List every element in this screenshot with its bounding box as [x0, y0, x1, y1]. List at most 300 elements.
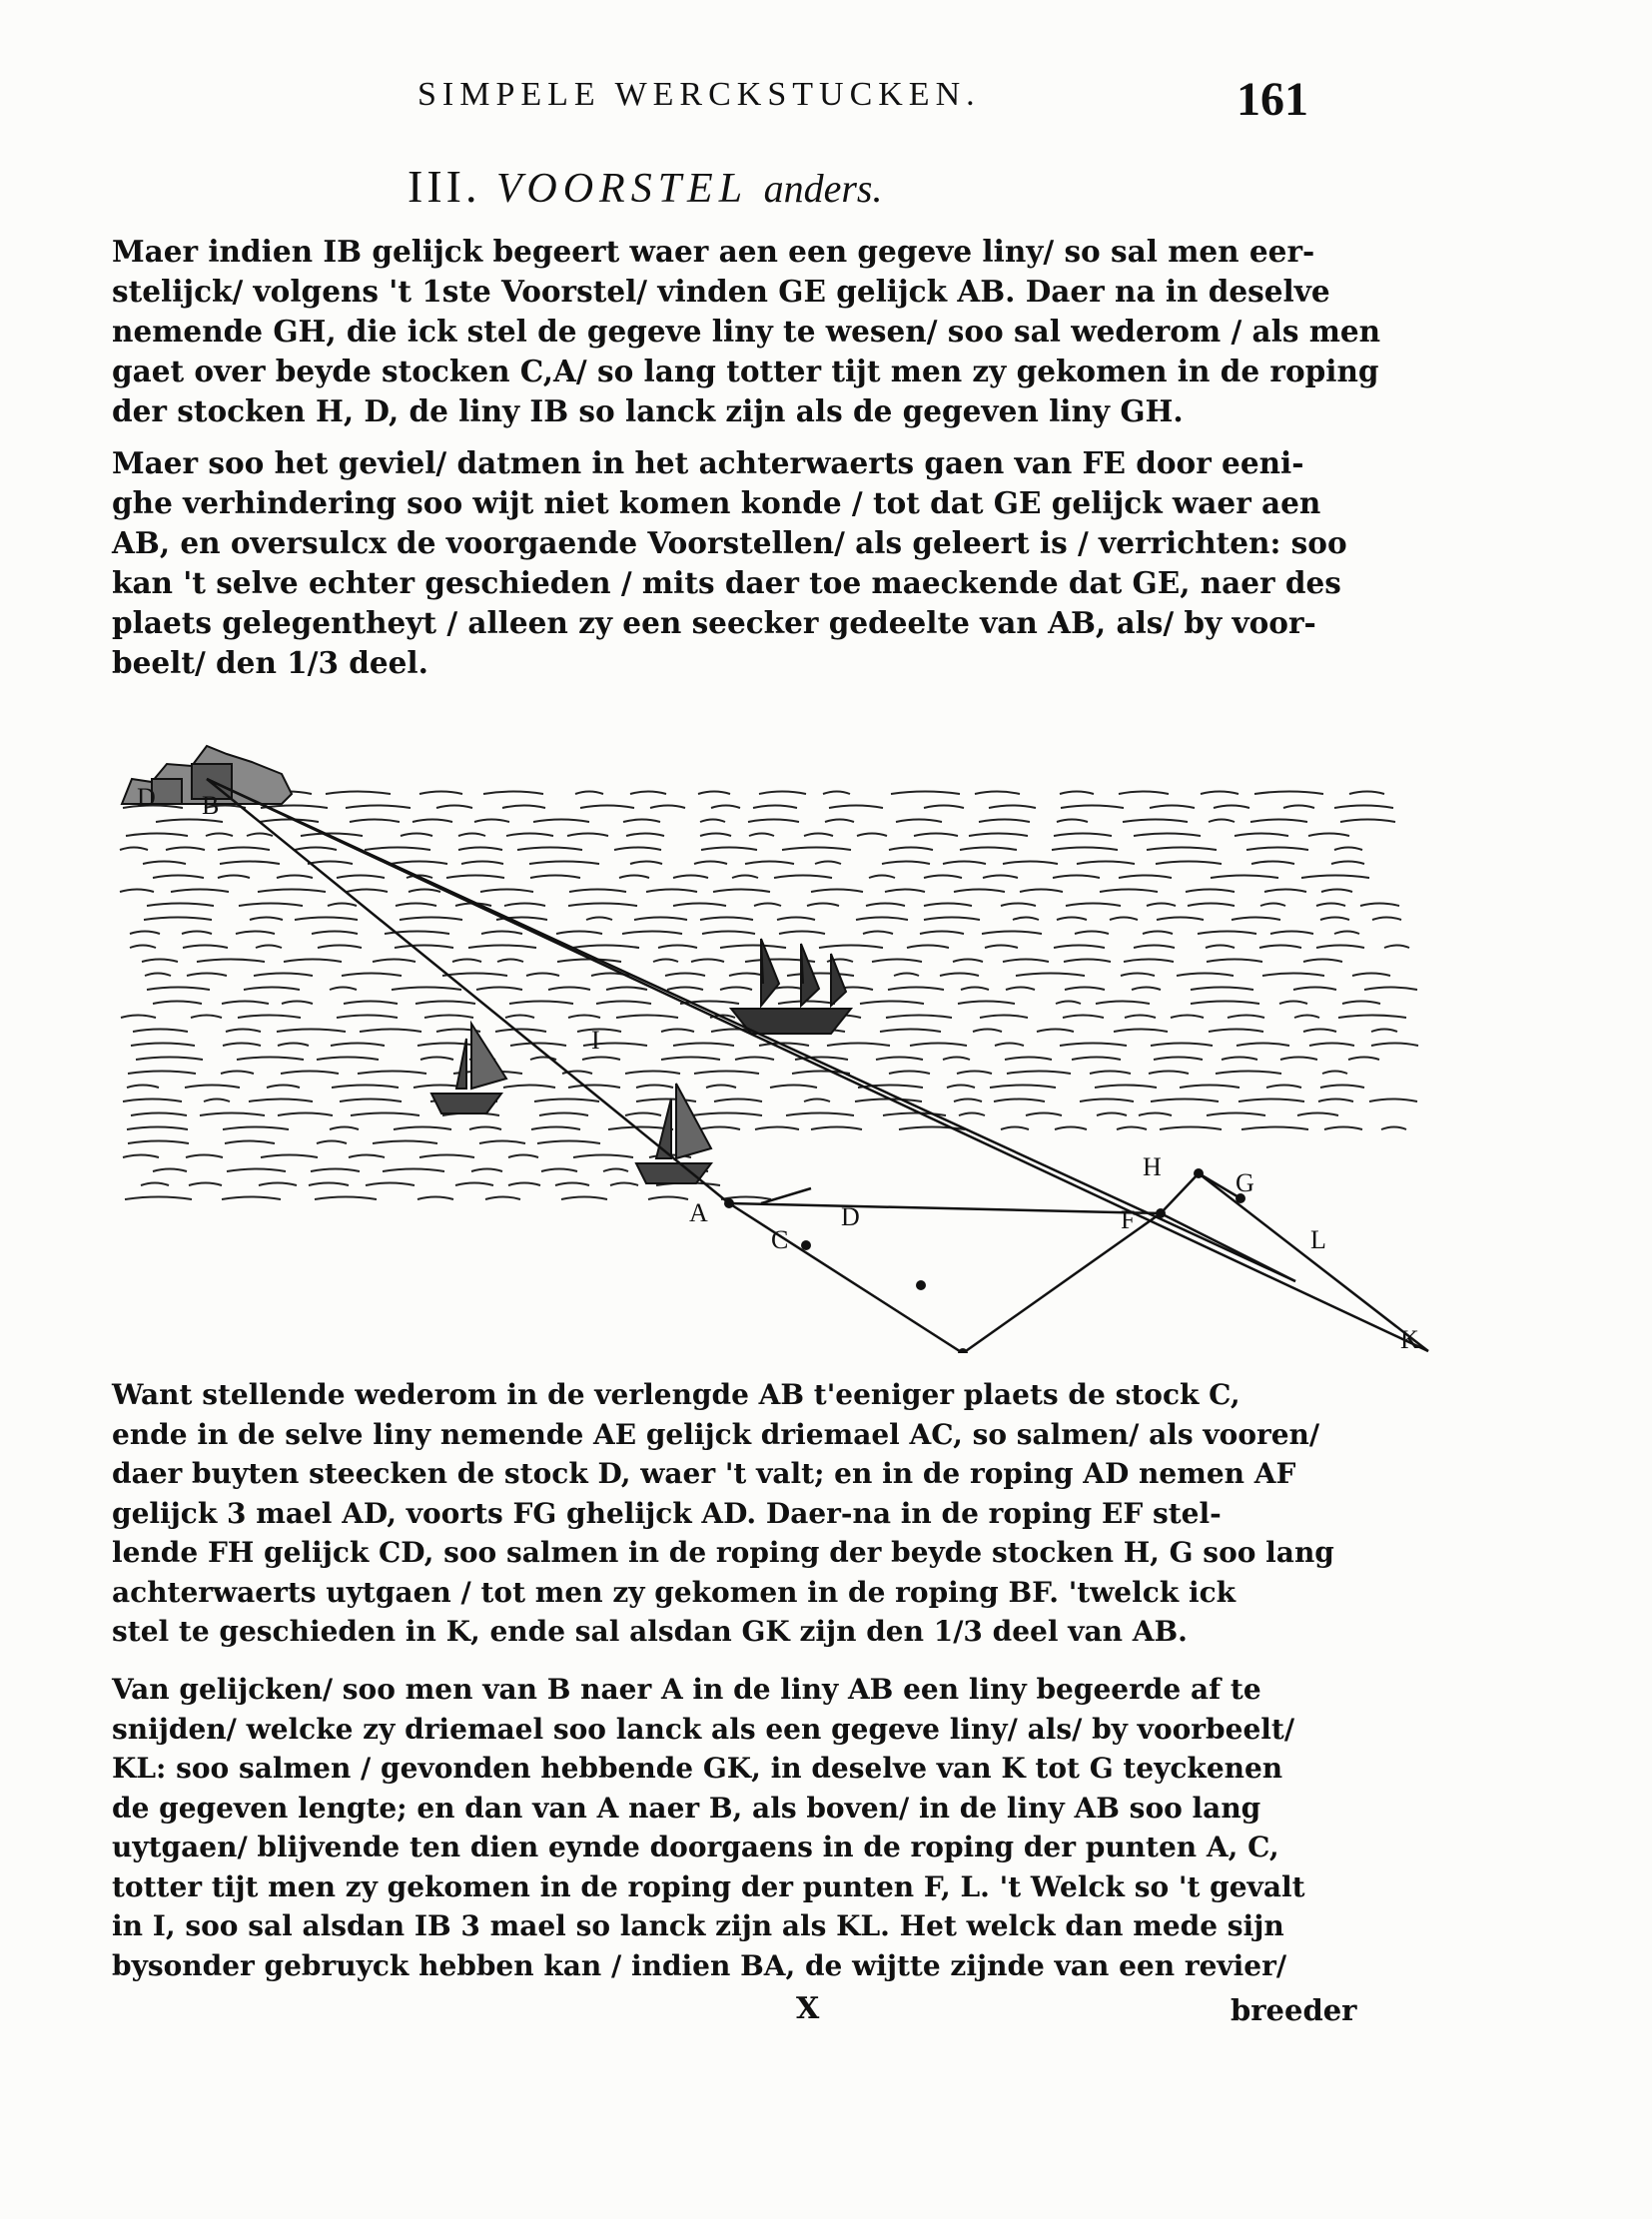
wave-stroke: [634, 918, 687, 921]
wave-stroke: [958, 1002, 1015, 1005]
label-B: B: [202, 791, 220, 820]
wave-stroke: [876, 1058, 923, 1061]
wave-stroke: [309, 1183, 349, 1186]
wave-stroke: [1384, 946, 1409, 949]
wave-stroke: [128, 1072, 196, 1075]
wave-stroke: [1054, 946, 1105, 949]
wave-stroke: [1125, 1016, 1156, 1019]
wave-stroke: [586, 918, 612, 921]
label-D: D: [841, 1202, 860, 1231]
wave-stroke: [153, 876, 204, 879]
wave-stroke: [1072, 1058, 1121, 1061]
wave-stroke: [1061, 806, 1124, 809]
text-line: AB, en oversulcx de voorgaende Voorstellen/ als geleert is / verrichten: soo: [112, 525, 1347, 560]
wave-stroke: [995, 1044, 1024, 1047]
wave-stroke: [1134, 834, 1201, 837]
wave-stroke: [392, 988, 461, 991]
wave-stroke: [694, 862, 727, 865]
wave-stroke: [753, 806, 797, 809]
wave-stroke: [260, 820, 319, 823]
wave-stroke: [804, 834, 833, 837]
wave-stroke: [481, 932, 522, 935]
section-word: VOORSTEL: [495, 166, 749, 212]
wave-stroke: [954, 1100, 982, 1103]
page-number: 161: [1237, 73, 1308, 126]
wave-stroke: [729, 974, 765, 977]
wave-stroke: [259, 1183, 297, 1186]
wave-stroke: [236, 932, 275, 935]
wave-stroke: [1259, 946, 1301, 949]
text-line: stel te geschieden in K, ende sal alsdan GK zijn den 1/3 deel van AB.: [112, 1615, 1188, 1648]
wave-stroke: [665, 974, 705, 977]
wave-stroke: [1334, 848, 1362, 851]
wave-stroke: [770, 1086, 817, 1089]
wave-stroke: [857, 834, 887, 837]
wave-stroke: [990, 1086, 1056, 1089]
wave-stroke: [882, 862, 930, 865]
wave-stroke: [347, 890, 388, 893]
wave-stroke: [1157, 918, 1204, 921]
wave-stroke: [699, 1127, 740, 1130]
text-line: KL: soo salmen / gevonden hebbende GK, in deselve van K tot G teyckenen: [112, 1752, 1283, 1785]
wave-stroke: [1280, 1058, 1317, 1061]
wave-stroke: [622, 932, 682, 935]
wave-stroke: [825, 820, 854, 823]
wave-stroke: [123, 1100, 182, 1103]
wave-stroke: [452, 960, 481, 963]
wave-stroke: [182, 932, 212, 935]
wave-stroke: [1360, 904, 1399, 907]
wave-stroke: [221, 1072, 254, 1075]
wave-stroke: [480, 890, 533, 893]
wave-stroke: [127, 1086, 159, 1089]
wave-stroke: [200, 1113, 265, 1116]
wave-stroke: [340, 1100, 402, 1103]
wave-stroke: [127, 1127, 188, 1130]
wave-stroke: [819, 946, 883, 949]
wave-stroke: [123, 1155, 159, 1158]
wave-stroke: [673, 876, 708, 879]
wave-stroke: [1013, 918, 1039, 921]
wave-stroke: [1237, 1044, 1289, 1047]
wave-stroke: [476, 988, 522, 991]
wave-stroke: [495, 1030, 546, 1033]
construction-lines: [207, 779, 1428, 1353]
wave-stroke: [187, 974, 227, 977]
wave-stroke: [661, 1030, 694, 1033]
wave-stroke: [1180, 1086, 1239, 1089]
wave-stroke: [548, 988, 590, 991]
wave-stroke: [1322, 1072, 1347, 1075]
wave-stroke: [530, 876, 580, 879]
text-line: beelt/ den 1/3 deel.: [112, 645, 428, 680]
wave-stroke: [961, 988, 989, 991]
wave-stroke: [120, 848, 148, 851]
wave-stroke: [1251, 862, 1294, 865]
wave-stroke: [1095, 1086, 1157, 1089]
wave-stroke: [533, 820, 589, 823]
label-G: G: [1236, 1168, 1254, 1197]
text-line: Want stellende wederom in de verlengde AB t'eeniger plaets de stock C,: [112, 1378, 1240, 1411]
wave-stroke: [183, 946, 228, 949]
wave-stroke: [636, 1086, 673, 1089]
section-suffix: anders.: [763, 166, 883, 211]
wave-stroke: [910, 1044, 967, 1047]
wave-stroke: [1352, 974, 1390, 977]
wave-stroke: [510, 1044, 566, 1047]
running-title: SIMPELE WERCKSTUCKEN.: [417, 76, 981, 113]
wave-stroke: [953, 960, 983, 963]
wave-stroke: [1262, 974, 1324, 977]
paragraph-2: [112, 443, 1350, 683]
wave-stroke: [713, 890, 770, 893]
wave-stroke: [630, 792, 666, 795]
wave-stroke: [1143, 932, 1173, 935]
station-points: [724, 1168, 1245, 1353]
wave-stroke: [342, 974, 402, 977]
text-line: der stocken H, D, de liny IB so lanck zijn als de gegeven liny GH.: [112, 393, 1184, 428]
wave-stroke: [1077, 862, 1135, 865]
wave-stroke: [505, 1016, 534, 1019]
wave-stroke: [1177, 974, 1234, 977]
wave-stroke: [568, 1016, 600, 1019]
wave-stroke: [804, 1100, 830, 1103]
wave-stroke: [1154, 1058, 1203, 1061]
wave-stroke: [506, 834, 553, 837]
wave-stroke: [1151, 1100, 1219, 1103]
wave-stroke: [646, 890, 697, 893]
text-line: kan 't selve echter geschieden / mits daer toe maeckende dat GE, naer des: [112, 565, 1341, 600]
wave-stroke: [1003, 862, 1058, 865]
wave-stroke: [1348, 1058, 1379, 1061]
wave-stroke: [526, 974, 559, 977]
text-line: lende FH gelijck CD, soo salmen in de roping der beyde stocken H, G soo lang: [112, 1536, 1334, 1569]
wave-stroke: [829, 806, 883, 809]
wave-stroke: [894, 974, 919, 977]
wave-stroke: [982, 932, 1042, 935]
wave-stroke: [691, 960, 724, 963]
wave-stroke: [1371, 1044, 1418, 1047]
wave-stroke: [774, 876, 832, 879]
wave-stroke: [277, 1030, 346, 1033]
wave-stroke: [973, 1030, 1002, 1033]
wave-stroke: [1123, 820, 1188, 823]
wave-stroke: [395, 946, 453, 949]
wave-stroke: [1340, 820, 1395, 823]
wave-stroke: [258, 890, 326, 893]
wave-stroke: [458, 834, 485, 837]
wave-stroke: [568, 904, 637, 907]
wave-stroke: [1207, 960, 1262, 963]
wave-stroke: [1250, 820, 1307, 823]
wave-stroke: [185, 1086, 240, 1089]
wave-stroke: [539, 1113, 588, 1116]
label-L: L: [1310, 1225, 1326, 1254]
wave-stroke: [573, 1155, 633, 1158]
wave-stroke: [469, 1127, 501, 1130]
wave-stroke: [1020, 890, 1063, 893]
wave-stroke: [1134, 946, 1175, 949]
section-numeral: III.: [408, 161, 481, 212]
text-line: de gegeven lengte; en dan van A naer B, als boven/ in de liny AB soo lang: [112, 1791, 1261, 1825]
paragraph-3: [112, 1375, 1350, 1652]
wave-stroke: [223, 1127, 289, 1130]
wave-stroke: [278, 1044, 309, 1047]
wave-stroke: [250, 918, 283, 921]
wave-stroke: [204, 1100, 230, 1103]
wave-stroke: [531, 1127, 580, 1130]
wave-stroke: [1241, 1127, 1308, 1130]
wave-stroke: [1211, 876, 1278, 879]
wave-stroke: [1117, 1127, 1147, 1130]
wave-stroke: [1016, 974, 1085, 977]
label-H: H: [1143, 1152, 1162, 1181]
wave-stroke: [1006, 988, 1035, 991]
wave-stroke: [1246, 848, 1308, 851]
wave-stroke: [1260, 904, 1285, 907]
wave-stroke: [222, 1197, 281, 1200]
wave-stroke: [131, 1113, 187, 1116]
wave-stroke: [415, 1002, 475, 1005]
wave-stroke: [650, 806, 685, 809]
wave-stroke: [1254, 792, 1323, 795]
wave-stroke: [1294, 1016, 1319, 1019]
wave-stroke: [1316, 904, 1345, 907]
wave-stroke: [1052, 848, 1118, 851]
wave-stroke: [471, 1169, 502, 1172]
wave-stroke: [661, 1058, 720, 1061]
wave-stroke: [436, 806, 472, 809]
wave-stroke: [1214, 806, 1249, 809]
wave-stroke: [989, 806, 1036, 809]
wave-stroke: [1293, 988, 1336, 991]
wave-stroke: [1060, 792, 1094, 795]
wave-stroke: [1026, 1113, 1062, 1116]
wave-stroke: [284, 960, 342, 963]
wave-stroke: [474, 820, 509, 823]
wave-stroke: [503, 1086, 555, 1089]
wave-stroke: [636, 1100, 696, 1103]
wave-stroke: [561, 1197, 607, 1200]
wave-stroke: [920, 932, 964, 935]
wave-stroke: [698, 792, 730, 795]
wave-stroke: [1301, 876, 1369, 879]
wave-stroke: [1063, 1016, 1104, 1019]
wave-stroke: [623, 820, 660, 823]
wave-stroke: [281, 1072, 339, 1075]
wave-stroke: [889, 848, 933, 851]
wave-stroke: [136, 1058, 203, 1061]
wave-stroke: [409, 890, 440, 893]
wave-stroke: [1321, 890, 1352, 893]
wave-stroke: [483, 792, 543, 795]
wave-stroke: [606, 988, 647, 991]
wave-stroke: [218, 876, 250, 879]
wave-stroke: [575, 792, 603, 795]
wave-stroke: [282, 1002, 313, 1005]
wave-stroke: [880, 1030, 941, 1033]
wave-stroke: [1064, 960, 1111, 963]
point-labels: [137, 783, 1419, 1353]
wave-stroke: [811, 890, 863, 893]
wave-stroke: [121, 1016, 156, 1019]
wave-stroke: [197, 960, 265, 963]
wave-stroke: [960, 848, 1017, 851]
wave-stroke: [1209, 820, 1235, 823]
wave-stroke: [975, 792, 1020, 795]
wave-stroke: [924, 904, 972, 907]
wave-stroke: [1056, 1002, 1081, 1005]
wave-stroke: [413, 820, 452, 823]
wave-stroke: [1149, 1072, 1189, 1075]
text-line: Maer indien IB gelijck begeert waer aen een gegeve liny/ so sal men eer-: [112, 234, 1315, 269]
wave-stroke: [896, 820, 942, 823]
wave-stroke: [1139, 1113, 1172, 1116]
wave-stroke: [360, 1030, 421, 1033]
wave-stroke: [153, 1169, 187, 1172]
wave-stroke: [237, 1058, 304, 1061]
wave-stroke: [1316, 946, 1364, 949]
wave-stroke: [508, 1183, 540, 1186]
wave-stroke: [787, 974, 854, 977]
wave-stroke: [1324, 1127, 1362, 1130]
catchword: breeder: [1231, 1993, 1357, 2027]
wave-stroke: [869, 876, 895, 879]
wave-stroke: [658, 946, 697, 949]
wave-stroke: [461, 862, 503, 865]
wave-stroke: [332, 1086, 399, 1089]
wave-stroke: [1372, 918, 1401, 921]
wave-stroke: [1005, 1058, 1052, 1061]
wave-stroke: [983, 876, 1018, 879]
wave-stroke: [220, 862, 280, 865]
wave-stroke: [424, 1016, 473, 1019]
wave-stroke: [365, 848, 430, 851]
wave-stroke: [596, 1002, 651, 1005]
wave-stroke: [777, 918, 815, 921]
wave-stroke: [1055, 1127, 1087, 1130]
wave-stroke: [969, 834, 1028, 837]
label-D-fort: D: [137, 783, 156, 812]
wave-stroke: [1060, 1044, 1127, 1047]
wave-stroke: [1124, 960, 1174, 963]
wave-stroke: [295, 918, 358, 921]
wave-stroke: [277, 876, 313, 879]
wave-stroke: [673, 1044, 734, 1047]
wave-stroke: [1266, 1086, 1301, 1089]
wave-stroke: [419, 1155, 474, 1158]
wave-stroke: [529, 862, 599, 865]
wave-stroke: [244, 988, 300, 991]
wave-stroke: [126, 834, 188, 837]
wave-stroke: [924, 806, 964, 809]
wave-stroke: [979, 820, 1030, 823]
wave-stroke: [267, 1086, 300, 1089]
wave-stroke: [556, 932, 602, 935]
sailboat-1: [431, 1024, 506, 1113]
wave-stroke: [1216, 1072, 1281, 1075]
wave-stroke: [417, 1197, 453, 1200]
wave-stroke: [924, 876, 962, 879]
wave-stroke: [1001, 904, 1036, 907]
wave-stroke: [1150, 806, 1195, 809]
wave-stroke: [735, 1058, 774, 1061]
text-line: daer buyten steecken de stock D, waer 't valt; en in de roping AD nemen AF: [112, 1457, 1296, 1490]
wave-stroke: [166, 848, 205, 851]
wave-stroke: [700, 918, 753, 921]
text-line: plaets gelegentheyt / alleen zy een seecker gedeelte van AB, als/ by voor-: [112, 605, 1316, 640]
wave-stroke: [312, 932, 358, 935]
wave-stroke: [959, 1113, 985, 1116]
wave-stroke: [557, 960, 621, 963]
wave-stroke: [1270, 932, 1313, 935]
wave-stroke: [1110, 918, 1138, 921]
wave-stroke: [954, 890, 1005, 893]
wave-stroke: [278, 1113, 333, 1116]
wave-stroke: [317, 1141, 347, 1144]
wave-stroke: [610, 1183, 638, 1186]
wave-stroke: [625, 1113, 661, 1116]
wave-stroke: [1320, 1086, 1364, 1089]
wave-stroke: [125, 1197, 192, 1200]
wave-stroke: [748, 820, 799, 823]
wave-stroke: [555, 1183, 589, 1186]
wave-stroke: [1369, 1100, 1417, 1103]
wave-stroke: [889, 1072, 930, 1075]
wave-stroke: [1119, 792, 1169, 795]
text-line: uytgaen/ blijvende ten dien eynde doorgaens in de roping der punten A, C,: [112, 1831, 1279, 1863]
wave-stroke: [1003, 960, 1049, 963]
wave-stroke: [1119, 876, 1172, 879]
wave-stroke: [947, 1086, 975, 1089]
wave-stroke: [914, 834, 958, 837]
wave-stroke: [1334, 932, 1359, 935]
wave-stroke: [1114, 1030, 1168, 1033]
wave-stroke: [330, 1127, 359, 1130]
wave-stroke: [238, 1016, 301, 1019]
wave-stroke: [128, 1141, 189, 1144]
wave-stroke: [782, 848, 851, 851]
wave-stroke: [225, 1141, 275, 1144]
wave-stroke: [943, 1058, 970, 1061]
label-I: I: [591, 1026, 600, 1055]
wave-stroke: [673, 904, 726, 907]
wave-stroke: [1364, 988, 1417, 991]
wave-stroke: [891, 792, 960, 795]
wave-stroke: [569, 890, 626, 893]
wave-stroke: [497, 960, 523, 963]
text-line: stelijck/ volgens 't 1ste Voorstel/ vinden GE gelijck AB. Daer na in deselve: [112, 274, 1330, 309]
wave-stroke: [147, 904, 214, 907]
wave-stroke: [318, 946, 362, 949]
text-line: bysonder gebruyck hebben kan / indien BA, de wijtte zijnde van een revier/: [112, 1948, 1287, 1982]
wave-stroke: [823, 792, 850, 795]
wave-stroke: [940, 974, 979, 977]
text-line: totter tijt men zy gekomen in de roping der punten F, L. 't Welck so 't gevalt: [112, 1869, 1305, 1903]
wave-stroke: [692, 1113, 762, 1116]
wave-stroke: [295, 848, 337, 851]
paragraph-4: [112, 1670, 1350, 1985]
wave-stroke: [1065, 988, 1105, 991]
wave-stroke: [786, 1113, 854, 1116]
wave-stroke: [572, 946, 639, 949]
wave-stroke: [1318, 1100, 1353, 1103]
wave-stroke: [827, 1044, 890, 1047]
wave-stroke: [667, 988, 703, 991]
wave-stroke: [886, 1016, 952, 1019]
wave-stroke: [625, 1072, 680, 1075]
wave-stroke: [856, 918, 908, 921]
